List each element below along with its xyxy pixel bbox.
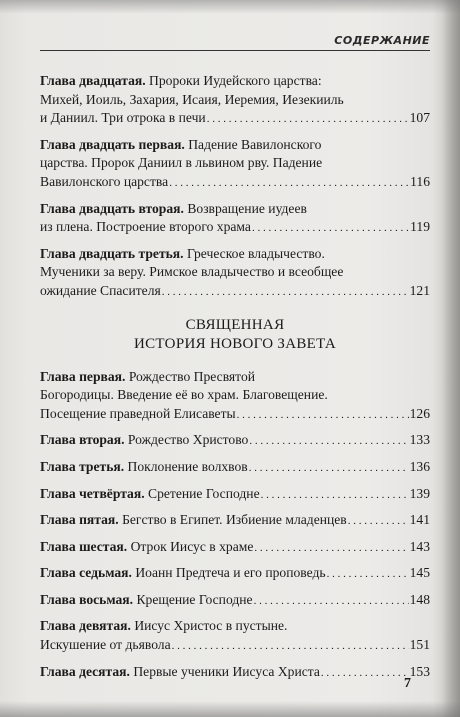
toc-page-number: 153 <box>409 663 430 679</box>
toc-page-number: 133 <box>409 432 430 448</box>
dot-leader <box>261 485 409 505</box>
dot-leader <box>254 591 409 611</box>
toc-entry-last-line <box>40 511 430 531</box>
chapter-title-text: Рождество Христово <box>127 432 249 448</box>
toc-entry <box>40 245 430 302</box>
chapter-title-text: Отрок Иисус в храме <box>130 538 254 554</box>
page-bottom-shadow <box>0 701 460 717</box>
toc-entry-last-line <box>40 405 430 425</box>
chapter-label: Глава десятая. <box>40 663 130 679</box>
toc-entry-line <box>40 154 430 173</box>
dot-leader <box>252 218 409 238</box>
chapter-title-text: царства. Пророк Даниил в львином рву. Падение <box>40 155 323 171</box>
dot-leader <box>327 564 409 584</box>
toc-entry-line <box>40 617 430 636</box>
page-number: 7 <box>404 676 411 691</box>
toc-entry <box>40 485 430 505</box>
dot-leader <box>348 511 409 531</box>
chapter-label: Глава пятая. <box>40 512 119 528</box>
dot-leader <box>172 636 409 656</box>
dot-leader <box>237 405 409 425</box>
toc-entry <box>40 458 430 478</box>
chapter-label: Глава восьмая. <box>40 591 134 607</box>
chapter-title-text: из плена. Построение второго храма <box>40 219 251 235</box>
chapter-title-text: Мученики за веру. Римское владычество и всеобщее <box>40 264 344 280</box>
chapter-title-text: и Даниил. Три отрока в печи <box>40 110 206 126</box>
chapter-title-text: Посещение праведной Елисаветы <box>40 405 236 421</box>
chapter-title-text: Иоанн Предтеча и его проповедь <box>135 565 326 581</box>
chapter-label: Глава шестая. <box>40 538 128 554</box>
toc-entry <box>40 511 430 531</box>
toc-page-number: 107 <box>409 110 430 126</box>
chapter-title-text: Падение Вавилонского <box>188 136 322 152</box>
toc-entry-line <box>40 72 430 91</box>
toc-page-number: 143 <box>409 538 430 554</box>
toc-old-testament <box>40 72 430 302</box>
chapter-title-text: Поклонение волхвов <box>127 458 248 474</box>
toc-entry-last-line <box>40 173 430 193</box>
toc-entry <box>40 617 430 655</box>
section-heading-line-2: ИСТОРИЯ НОВОГО ЗАВЕТА <box>133 335 336 352</box>
toc-page-number: 141 <box>409 512 430 528</box>
chapter-label: Глава двадцатая. <box>40 73 146 88</box>
chapter-title-text: Рождество Пресвятой <box>128 368 256 384</box>
toc-entry-line <box>40 368 430 387</box>
toc-page-number: 119 <box>410 219 430 235</box>
chapter-title-text: ожидание Спасителя <box>40 282 161 298</box>
chapter-title-text: Михей, Иоиль, Захария, Исаия, Иеремия, Иезекииль <box>40 91 344 107</box>
chapter-title-text: Крещение Господне <box>136 591 253 607</box>
chapter-label: Глава первая. <box>40 368 126 384</box>
chapter-title-text: Иисус Христос в пустыне. <box>134 618 288 634</box>
chapter-label: Глава двадцать первая. <box>40 136 185 152</box>
toc-page-number: 126 <box>409 405 430 421</box>
toc-entry-last-line <box>40 564 430 584</box>
toc-entry-last-line <box>40 431 430 451</box>
toc-entry-line <box>40 263 430 282</box>
toc-entry-last-line <box>40 485 430 505</box>
toc-new-testament <box>40 368 430 683</box>
toc-entry-last-line <box>40 218 430 238</box>
dot-leader <box>169 173 409 193</box>
dot-leader <box>254 538 408 558</box>
toc-entry-last-line <box>40 109 430 129</box>
chapter-title-text: Вавилонского царства <box>40 173 169 189</box>
toc-entry-line <box>40 245 430 264</box>
chapter-title-text: Пророки Иудейского царства: <box>149 73 322 88</box>
chapter-title-text: Возвращение иудеев <box>187 200 307 216</box>
chapter-label: Глава двадцать третья. <box>40 245 184 261</box>
chapter-title-text: Первые ученики Иисуса Христа <box>133 663 320 679</box>
dot-leader <box>249 431 408 451</box>
toc-entry <box>40 200 430 238</box>
header-rule <box>40 50 430 51</box>
page-top-shadow <box>0 0 460 14</box>
toc-entry-last-line <box>40 538 430 558</box>
section-heading-line-1: СВЯЩЕННАЯ <box>185 316 285 333</box>
toc-page-number: 136 <box>409 458 430 474</box>
chapter-label: Глава двадцать вторая. <box>40 200 184 216</box>
toc-entry-last-line <box>40 282 430 302</box>
chapter-title-text: Богородицы. Введение её во храм. Благовещение. <box>40 387 328 403</box>
toc-entry <box>40 564 430 584</box>
toc-entry-last-line <box>40 591 430 611</box>
section-heading <box>40 316 430 354</box>
toc-entry-last-line <box>40 636 430 656</box>
toc-entry-line <box>40 200 430 219</box>
dot-leader <box>207 109 409 129</box>
toc-page-number: 151 <box>409 637 430 653</box>
chapter-label: Глава вторая. <box>40 432 125 448</box>
chapter-title-text: Искушение от дьявола <box>40 637 171 653</box>
chapter-label: Глава третья. <box>40 458 125 474</box>
chapter-label: Глава четвёртая. <box>40 485 145 501</box>
toc-entry <box>40 591 430 611</box>
toc-entry <box>40 136 430 193</box>
toc-page-number: 139 <box>409 485 430 501</box>
toc-entry-line <box>40 136 430 155</box>
table-of-contents <box>40 72 430 689</box>
chapter-title-text: Сретение Господне <box>148 485 260 501</box>
toc-entry-last-line <box>40 663 430 683</box>
page-edge-shadow <box>442 0 460 717</box>
toc-page-number: 121 <box>409 282 430 298</box>
dot-leader <box>249 458 409 478</box>
toc-page-number: 145 <box>409 565 430 581</box>
toc-entry-line <box>40 91 430 110</box>
chapter-label: Глава девятая. <box>40 618 131 634</box>
chapter-title-text: Бегство в Египет. Избиение младенцев <box>122 512 347 528</box>
toc-entry <box>40 368 430 425</box>
chapter-title-text: Греческое владычество. <box>186 245 325 261</box>
toc-entry-last-line <box>40 458 430 478</box>
dot-leader <box>162 282 409 302</box>
toc-entry <box>40 538 430 558</box>
chapter-label: Глава седьмая. <box>40 565 132 581</box>
toc-entry <box>40 663 430 683</box>
toc-entry-line <box>40 386 430 405</box>
dot-leader <box>321 663 409 683</box>
toc-entry <box>40 431 430 451</box>
toc-entry <box>40 72 430 129</box>
toc-page-number: 148 <box>409 591 430 607</box>
toc-page-number: 116 <box>410 173 430 189</box>
running-header: СОДЕРЖАНИЕ <box>334 34 430 47</box>
